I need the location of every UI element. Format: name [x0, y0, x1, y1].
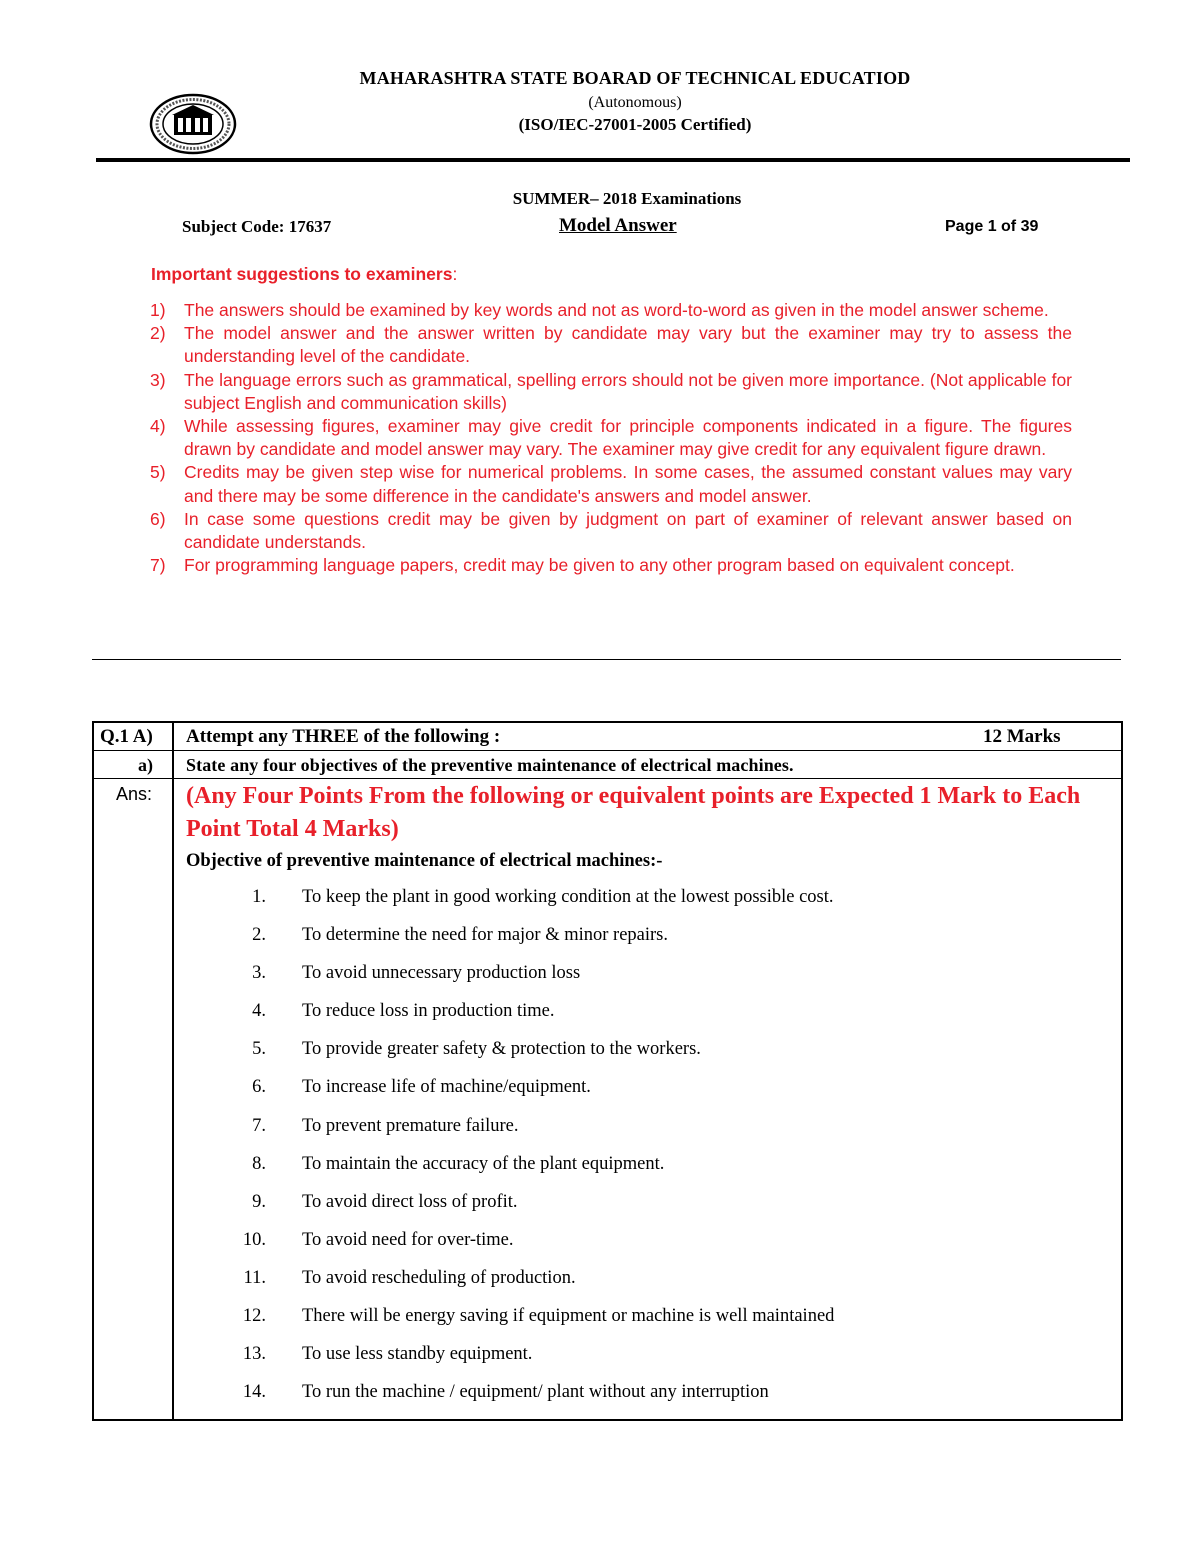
header-divider — [96, 158, 1130, 162]
suggestion-item — [150, 369, 1072, 415]
suggestion-number: 3) — [150, 369, 166, 390]
objective-number: 3. — [252, 963, 266, 984]
page-number: Page 1 of 39 — [945, 218, 1039, 235]
sub-question-label: a) — [138, 755, 153, 775]
suggestion-item — [150, 322, 1072, 368]
table-row-divider — [92, 778, 1123, 779]
section-divider — [92, 659, 1121, 660]
objective-number: 8. — [252, 1153, 266, 1174]
suggestion-number: 6) — [150, 508, 166, 529]
objective-number: 14. — [242, 1382, 266, 1403]
objective-text: To reduce loss in production time. — [302, 1001, 555, 1022]
table-row-divider — [92, 750, 1123, 751]
suggestions-title — [151, 264, 457, 285]
objective-number: 11. — [243, 1267, 266, 1288]
suggestion-item — [150, 554, 1072, 577]
autonomous-status: (Autonomous) — [588, 94, 682, 111]
suggestion-text: Credits may be given step wise for numerical problems. In some cases, the assumed constant values may vary and there may be some difference in the candidate's answers and model answer. — [184, 462, 1072, 506]
objective-number: 10. — [242, 1229, 266, 1250]
objective-text: To prevent premature failure. — [302, 1115, 519, 1136]
question-marks: 12 Marks — [983, 726, 1061, 747]
suggestion-number: 1) — [150, 300, 166, 320]
suggestion-number: 2) — [150, 323, 166, 344]
objective-number: 5. — [252, 1039, 266, 1060]
suggestion-number: 4) — [150, 416, 166, 437]
objective-text: To maintain the accuracy of the plant equipment. — [302, 1153, 665, 1174]
suggestion-text: While assessing figures, examiner may give credit for principle components indicated in a figure. The figures drawn by candidate and model answer may vary. The examiner may give credit for any equivalent figure drawn. — [184, 416, 1072, 460]
objective-number: 13. — [242, 1344, 266, 1365]
objective-text: To use less standby equipment. — [302, 1344, 533, 1365]
suggestion-text: In case some questions credit may be given by judgment on part of examiner of relevant answer based on candidate understands. — [184, 508, 1072, 553]
suggestion-number: 7) — [150, 555, 166, 576]
suggestion-item — [150, 461, 1072, 507]
objective-text: To avoid unnecessary production loss — [302, 963, 581, 984]
iso-certification: (ISO/IEC-27001-2005 Certified) — [518, 115, 752, 134]
objective-text: To increase life of machine/equipment. — [302, 1077, 591, 1098]
suggestion-item — [150, 415, 1072, 461]
suggestion-item — [150, 299, 1072, 322]
objective-text: To determine the need for major & minor repairs. — [302, 925, 669, 946]
suggestion-text: The answers should be examined by key words and not as word-to-word as given in the model answer scheme. — [184, 300, 1049, 320]
board-name: MAHARASHTRA STATE BOARAD OF TECHNICAL EDUCATIOD — [359, 68, 911, 88]
objectives-title: Objective of preventive maintenance of electrical machines:- — [186, 851, 663, 871]
suggestions-list — [150, 299, 1072, 577]
answer-label: Ans: — [116, 784, 153, 804]
question-number: Q.1 A) — [100, 726, 153, 747]
objective-number: 2. — [252, 925, 266, 946]
objective-number: 9. — [252, 1191, 266, 1212]
objective-text: To run the machine / equipment/ plant without any interruption — [302, 1382, 769, 1403]
suggestion-text: The model answer and the answer written by candidate may vary but the examiner may try to assess the understanding level of the candidate. — [184, 323, 1072, 367]
objective-number: 12. — [242, 1306, 266, 1327]
answer-heading: (Any Four Points From the following or equivalent points are Expected 1 Mark to Each Point Total 4 Marks) — [186, 783, 1081, 842]
suggestion-text: The language errors such as grammatical, spelling errors should not be given more importance. (Not applicable for subject English and communication skills) — [184, 369, 1072, 413]
objective-number: 4. — [252, 1001, 266, 1022]
objective-number: 1. — [252, 887, 266, 907]
suggestion-text: For programming language papers, credit may be given to any other program based on equivalent concept. — [184, 555, 1015, 576]
objective-text: To keep the plant in good working condition at the lowest possible cost. — [302, 887, 834, 907]
suggestion-number: 5) — [150, 462, 166, 483]
objective-text: To avoid direct loss of profit. — [302, 1191, 518, 1212]
objective-text: To avoid need for over-time. — [302, 1229, 514, 1250]
objective-text: There will be energy saving if equipment or machine is well maintained — [302, 1306, 835, 1327]
objective-text: To avoid rescheduling of production. — [302, 1267, 576, 1288]
table-column-divider — [172, 721, 174, 1421]
objective-number: 7. — [252, 1115, 266, 1136]
suggestion-item — [150, 508, 1072, 554]
subject-code: Subject Code: 17637 — [182, 217, 332, 236]
suggestions-title-colon: : — [452, 264, 458, 284]
objective-text: To provide greater safety & protection to the workers. — [302, 1039, 701, 1060]
model-answer-title: Model Answer — [559, 215, 677, 236]
exam-title: SUMMER– 2018 Examinations — [512, 189, 742, 208]
question-instruction: Attempt any THREE of the following : — [186, 726, 501, 747]
suggestions-title-text: Important suggestions to examiners — [151, 264, 453, 284]
sub-question-text: State any four objectives of the preventive maintenance of electrical machines. — [186, 755, 794, 775]
objective-number: 6. — [252, 1077, 266, 1098]
